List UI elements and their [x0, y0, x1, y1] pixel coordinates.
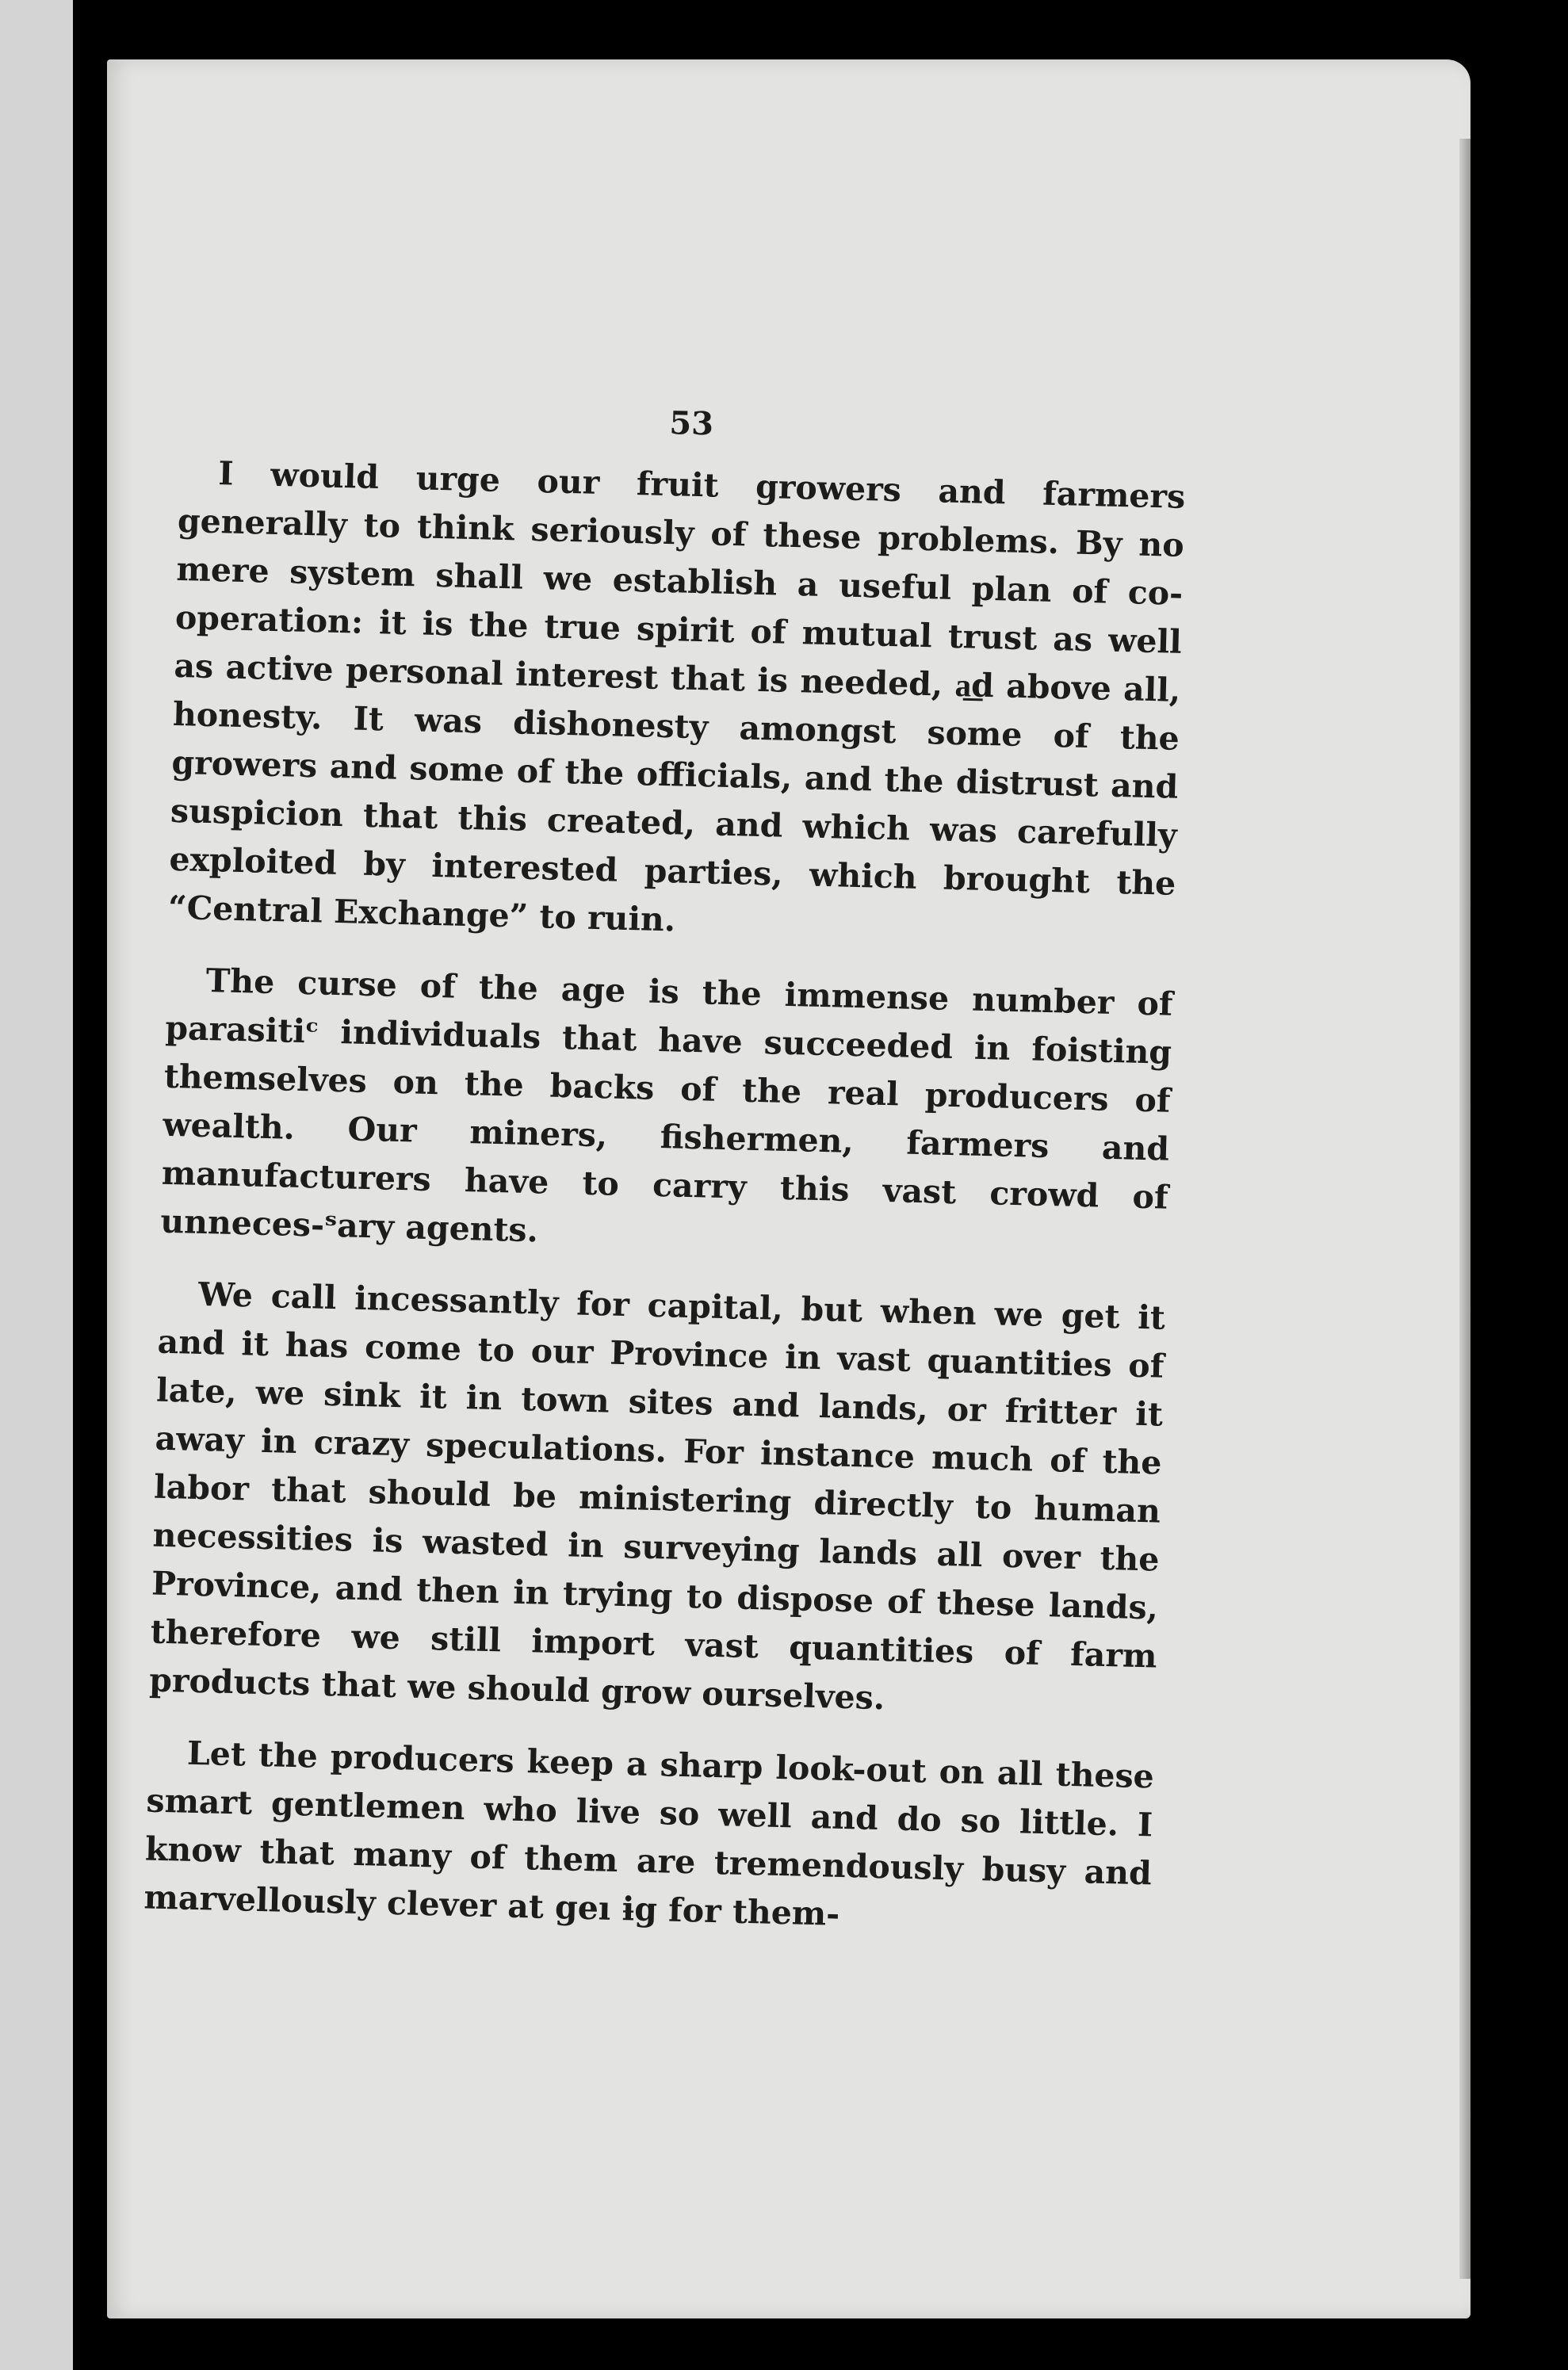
paragraph-capital: We call incessantly for capital, but when we get it and it has come to our Province in vast quantities of late, we sink it in town sites and lands, or fritter it away in crazy speculations. For instance much of the labor that should be ministering directly to human necessities is wasted in surveying lands all over the Province, and then in trying to dispose of these lands, therefore we still import vast quantities of farm products that we should grow ourselves.	[148, 1275, 1166, 1718]
paragraph-parasitic-individuals: The curse of the age is the immense number of parasitiᶜ individuals that have succeeded in foisting themselves on the backs of the real producers of wealth. Our miners, fishermen, farmers and manufacturers have to carry this vast crowd of unneces-ˢary agents.	[159, 961, 1174, 1250]
paragraph-producers: Let the producers keep a sharp look-out on all these smart gentlemen who live so well and do so little. I know that many of them are tremendously busy and marvellously clever at geı ɨg for them-	[143, 1734, 1155, 1933]
page-text-block	[143, 392, 1187, 1970]
page-number: 53	[668, 404, 714, 443]
adjacent-page-strip	[0, 0, 73, 2370]
page-edge-shadow	[1459, 139, 1470, 2279]
paragraph-cooperation: I would urge our fruit growers and farmers generally to think seriously of these problems. By no mere system shall we establish a useful plan of co-operation: it is the true spirit of mutual trust as well as active personal interest that is needed, a͟d above all, honesty. It was dishonesty amongst some of the growers and some of the officials, and the distrust and suspicion that this created, and which was carefully exploited by interested parties, which brought the “Central Exchange” to ruin.	[167, 454, 1186, 939]
